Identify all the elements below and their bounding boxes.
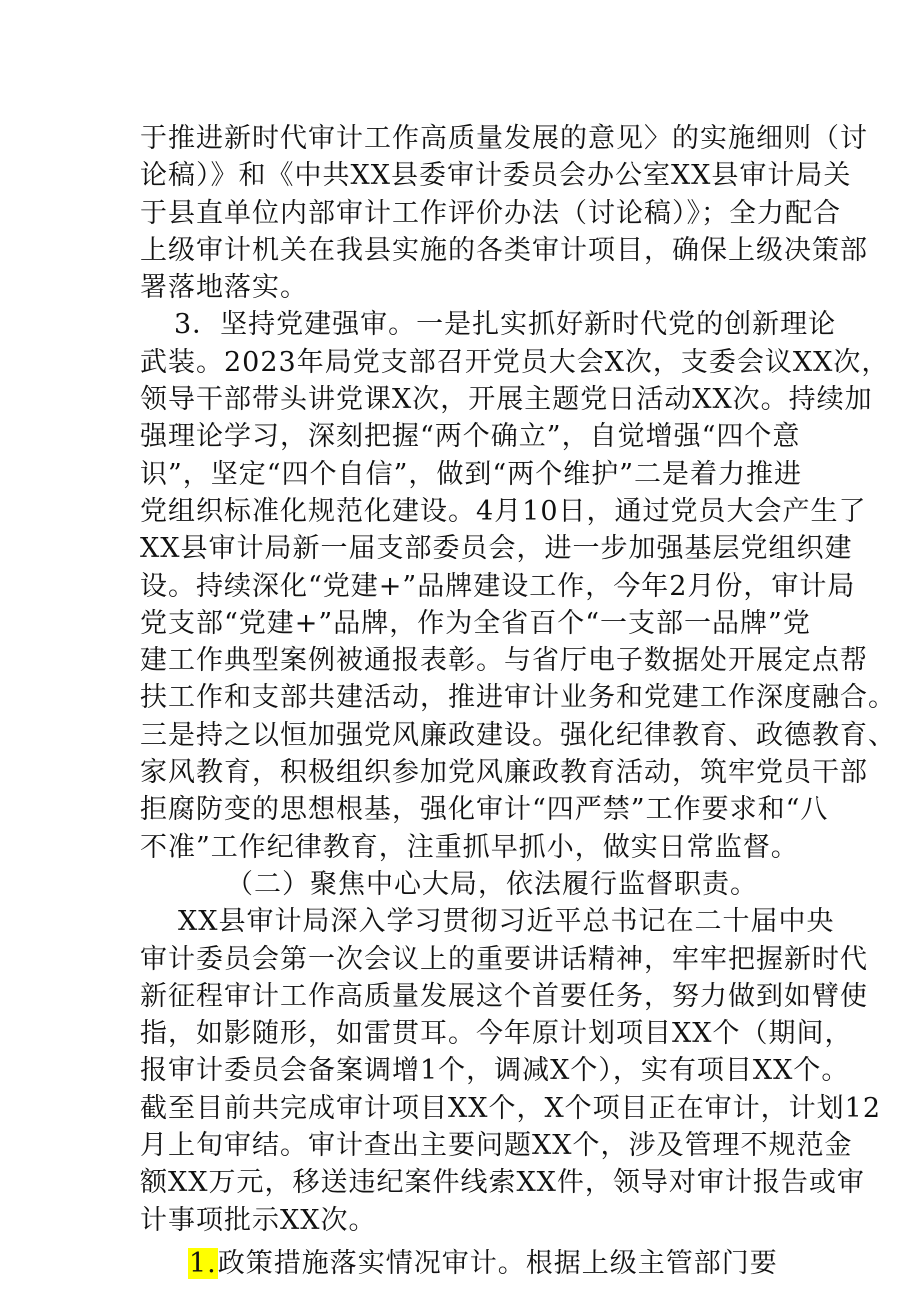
text-line: 识”，坚定“四个自信”，做到“两个维护”二是着力推进: [140, 458, 803, 490]
text-line: 于推进新时代审计工作高质量发展的意见〉的实施细则（讨: [140, 123, 868, 154]
text-line: 月上旬审结。审计查出主要问题XX个，涉及管理不规范金: [140, 1130, 853, 1162]
text-line: 设。持续深化“党建+”品牌建设工作，今年2月份，审计局: [140, 570, 856, 602]
document-body: [140, 120, 896, 1282]
text-line: 报审计委员会备案调增1个，调减X个），实有项目XX个。: [140, 1055, 850, 1087]
text-line: 计事项批示XX次。: [140, 1204, 377, 1236]
text-line: 额XX万元，移送违纪案件线索XX件，领导对审计报告或审: [140, 1167, 865, 1199]
text-line: 强理论学习，深刻把握“两个确立”，自觉增强“四个意: [140, 421, 801, 453]
highlighted-item-number: 1.: [189, 1247, 217, 1279]
text-line: 拒腐防变的思想根基，强化审计“四严禁”工作要求和“八: [140, 794, 829, 826]
text-line: XX县审计局新一届支部委员会，进一步加强基层党组织建: [140, 533, 853, 565]
text-line: 武装。2023年局党支部召开党员大会X次，支委会议XX次，: [140, 346, 890, 378]
section-heading: （二）聚焦中心大局，依法履行监督职责。: [226, 868, 758, 900]
text-line: 论稿）》和《中共XX县委审计委员会办公室XX县审计局关: [140, 160, 852, 192]
text-line: 三是持之以恒加强党风廉政建设。强化纪律教育、政德教育、: [140, 719, 896, 751]
text-line: 不准”工作纪律教育，注重抓早抓小，做实日常监督。: [140, 831, 799, 863]
text-line: 上级审计机关在我县实施的各类审计项目，确保上级决策部: [140, 234, 868, 266]
item-1-text: 政策措施落实情况审计。根据上级主管部门要: [217, 1247, 778, 1279]
item-1-line: [140, 1245, 780, 1282]
text-line: 党组织标准化规范化建设。4月10日，通过党员大会产生了: [140, 495, 867, 527]
text-line: 指，如影随形，如雷贯耳。今年原计划项目XX个（期间，: [140, 1018, 853, 1050]
text-line: 截至目前共完成审计项目XX个，X个项目正在审计，计划12: [140, 1092, 882, 1124]
text-line: XX县审计局深入学习贯彻习近平总书记在二十届中央: [178, 906, 835, 938]
text-line: 署落地落实。: [140, 272, 308, 304]
text-line: 新征程审计工作高质量发展这个首要任务，努力做到如臂使: [140, 980, 868, 1012]
text-line: 于县直单位内部审计工作评价办法（讨论稿）》；全力配合: [140, 197, 841, 229]
text-line: 党支部“党建+”品牌，作为全省百个“一支部一品牌”党: [140, 607, 811, 639]
section-3-heading-line: 3．坚持党建强审。一是扎实抓好新时代党的创新理论: [174, 309, 837, 341]
text-line: 领导干部带头讲党课X次，开展主题党日活动XX次。持续加: [140, 384, 873, 416]
text-line: 审计委员会第一次会议上的重要讲话精神，牢牢把握新时代: [140, 943, 868, 975]
text-line: 家风教育，积极组织参加党风廉政教育活动，筑牢党员干部: [140, 757, 868, 789]
text-line: 扶工作和支部共建活动，推进审计业务和党建工作深度融合。: [140, 682, 896, 714]
text-line: 建工作典型案例被通报表彰。与省厅电子数据处开展定点帮: [140, 645, 868, 677]
